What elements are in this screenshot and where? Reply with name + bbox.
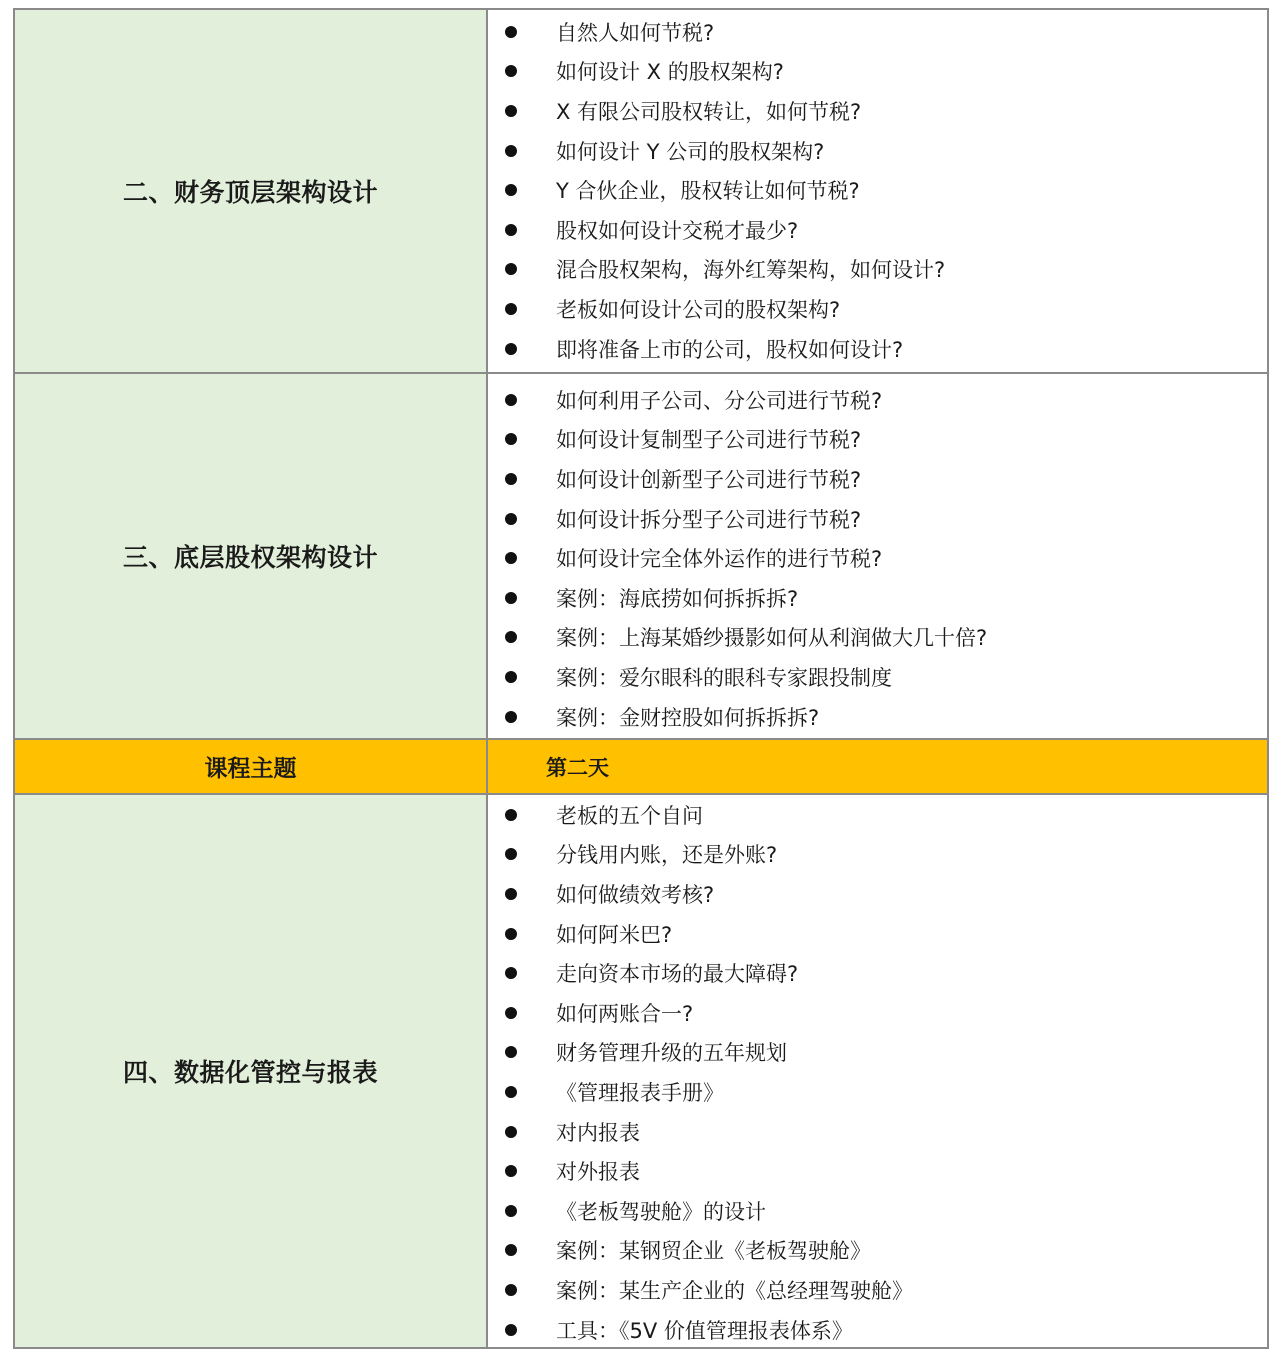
list-item bbox=[488, 1112, 1267, 1152]
course-table bbox=[13, 8, 1269, 1349]
bullet-icon bbox=[505, 631, 517, 643]
list-item bbox=[488, 1072, 1267, 1112]
list-item bbox=[488, 131, 1267, 171]
list-item bbox=[488, 170, 1267, 210]
section-row-4 bbox=[15, 793, 1267, 1347]
list-item bbox=[488, 91, 1267, 131]
item-text: 如何做绩效考核? bbox=[556, 882, 715, 907]
bullet-icon bbox=[505, 888, 517, 900]
item-text: 走向资本市场的最大障碍? bbox=[556, 962, 799, 987]
bullet-icon bbox=[505, 184, 517, 196]
item-text: 如何设计拆分型子公司进行节税? bbox=[556, 507, 862, 532]
item-text: X 有限公司股权转让，如何节税? bbox=[556, 99, 862, 124]
item-text: 对外报表 bbox=[556, 1160, 640, 1185]
bullet-icon bbox=[505, 65, 517, 77]
item-text: 如何设计完全体外运作的进行节税? bbox=[556, 547, 883, 572]
item-text: 《管理报表手册》 bbox=[556, 1080, 724, 1105]
bullet-icon bbox=[505, 145, 517, 157]
list-item bbox=[488, 329, 1267, 369]
bullet-icon bbox=[505, 1086, 517, 1098]
list-item bbox=[488, 657, 1267, 697]
bullet-icon bbox=[505, 1126, 517, 1138]
item-text: 如何设计复制型子公司进行节税? bbox=[556, 428, 862, 453]
item-list bbox=[488, 795, 1267, 1347]
day-header: 第二天 bbox=[546, 755, 609, 780]
list-item bbox=[488, 993, 1267, 1033]
bullet-icon bbox=[505, 433, 517, 445]
section-row-3 bbox=[15, 372, 1267, 738]
bullet-icon bbox=[505, 394, 517, 406]
item-text: 老板的五个自问 bbox=[556, 803, 703, 828]
item-text: 自然人如何节税? bbox=[556, 20, 715, 45]
item-text: 如何利用子公司、分公司进行节税? bbox=[556, 388, 883, 413]
bullet-icon bbox=[505, 809, 517, 821]
item-list bbox=[488, 10, 1267, 372]
bullet-icon bbox=[505, 513, 517, 525]
bullet-icon bbox=[505, 1205, 517, 1217]
list-item bbox=[488, 1191, 1267, 1231]
bullet-icon bbox=[505, 263, 517, 275]
bullet-icon bbox=[505, 848, 517, 860]
item-text: 案例：爱尔眼科的眼科专家跟投制度 bbox=[556, 665, 892, 690]
item-text: 案例：金财控股如何拆拆拆? bbox=[556, 705, 820, 730]
bullet-icon bbox=[505, 671, 517, 683]
list-item bbox=[488, 1151, 1267, 1191]
item-list bbox=[488, 374, 1267, 738]
list-item bbox=[488, 1033, 1267, 1073]
bullet-icon bbox=[505, 711, 517, 723]
bullet-icon bbox=[505, 1324, 517, 1336]
bullet-icon bbox=[505, 343, 517, 355]
list-item bbox=[488, 499, 1267, 539]
bullet-icon bbox=[505, 303, 517, 315]
item-text: 财务管理升级的五年规划 bbox=[556, 1041, 787, 1066]
item-text: 如何两账合一? bbox=[556, 1001, 694, 1026]
list-item bbox=[488, 1310, 1267, 1350]
item-text: 即将准备上市的公司，股权如何设计? bbox=[556, 337, 904, 362]
list-item bbox=[488, 210, 1267, 250]
bullet-icon bbox=[505, 26, 517, 38]
item-text: 工具：《5V 价值管理报表体系》 bbox=[556, 1318, 853, 1343]
list-item bbox=[488, 12, 1267, 52]
bullet-icon bbox=[505, 967, 517, 979]
bullet-icon bbox=[505, 1165, 517, 1177]
item-text: 案例：海底捞如何拆拆拆? bbox=[556, 586, 799, 611]
list-item bbox=[488, 459, 1267, 499]
item-text: 《老板驾驶舱》的设计 bbox=[556, 1199, 766, 1224]
list-item bbox=[488, 697, 1267, 737]
item-text: 混合股权架构，海外红筹架构，如何设计? bbox=[556, 258, 946, 283]
list-item bbox=[488, 874, 1267, 914]
item-text: 如何设计 X 的股权架构? bbox=[556, 60, 784, 85]
bullet-icon bbox=[505, 1046, 517, 1058]
list-item bbox=[488, 52, 1267, 92]
list-item bbox=[488, 835, 1267, 875]
bullet-icon bbox=[505, 552, 517, 564]
list-item bbox=[488, 380, 1267, 420]
topic-cell: 二、财务顶层架构设计 bbox=[15, 10, 488, 372]
list-item bbox=[488, 1270, 1267, 1310]
list-item bbox=[488, 795, 1267, 835]
list-item bbox=[488, 289, 1267, 329]
list-item bbox=[488, 618, 1267, 658]
item-text: 对内报表 bbox=[556, 1120, 640, 1145]
bullet-icon bbox=[505, 1244, 517, 1256]
bullet-icon bbox=[505, 1284, 517, 1296]
item-text: 老板如何设计公司的股权架构? bbox=[556, 297, 841, 322]
course-topic-header: 课程主题 bbox=[15, 740, 488, 793]
bullet-icon bbox=[505, 928, 517, 940]
topic-cell: 三、底层股权架构设计 bbox=[15, 374, 488, 738]
item-text: 案例：某钢贸企业《老板驾驶舱》 bbox=[556, 1239, 871, 1264]
list-item bbox=[488, 250, 1267, 290]
item-text: 如何设计创新型子公司进行节税? bbox=[556, 467, 862, 492]
item-text: 股权如何设计交税才最少? bbox=[556, 218, 799, 243]
list-item bbox=[488, 953, 1267, 993]
item-text: 分钱用内账，还是外账? bbox=[556, 843, 778, 868]
list-item bbox=[488, 538, 1267, 578]
bullet-icon bbox=[505, 1007, 517, 1019]
bullet-icon bbox=[505, 224, 517, 236]
list-item bbox=[488, 1231, 1267, 1271]
item-text: 案例：上海某婚纱摄影如何从利润做大几十倍? bbox=[556, 626, 988, 651]
bullet-icon bbox=[505, 473, 517, 485]
bullet-icon bbox=[505, 105, 517, 117]
list-item bbox=[488, 420, 1267, 460]
list-item bbox=[488, 578, 1267, 618]
item-text: 如何设计 Y 公司的股权架构? bbox=[556, 139, 825, 164]
list-item bbox=[488, 914, 1267, 954]
bullet-icon bbox=[505, 592, 517, 604]
item-text: Y 合伙企业，股权转让如何节税? bbox=[556, 179, 860, 204]
section-row-2 bbox=[15, 10, 1267, 372]
item-text: 案例：某生产企业的《总经理驾驶舱》 bbox=[556, 1278, 913, 1303]
item-text: 如何阿米巴? bbox=[556, 922, 673, 947]
header-row bbox=[15, 738, 1267, 793]
topic-cell: 四、数据化管控与报表 bbox=[15, 795, 488, 1347]
